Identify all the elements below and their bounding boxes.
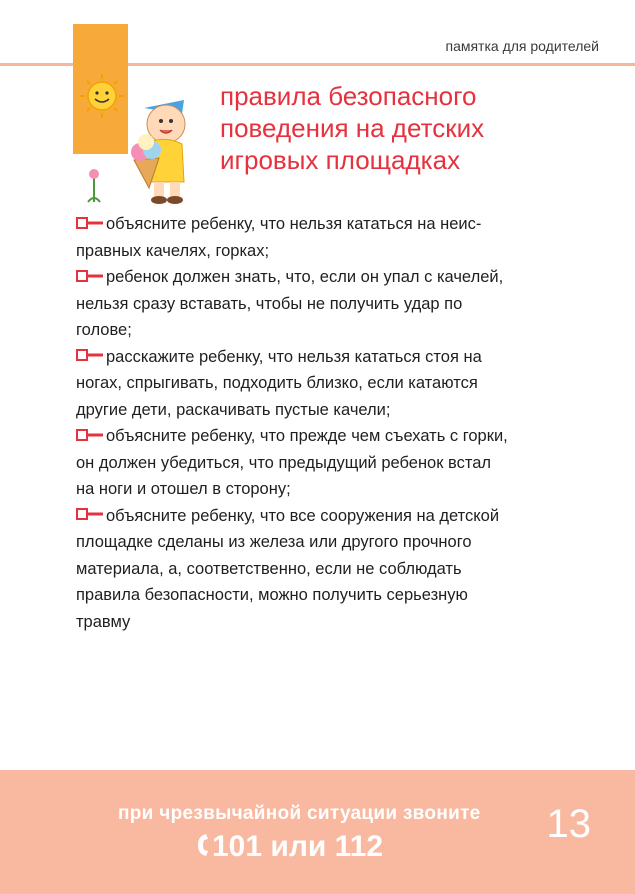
emergency-call-text: при чрезвычайной ситуации звоните [118, 803, 481, 824]
red-bullet-icon [76, 508, 104, 520]
flower-icon [89, 169, 99, 179]
rule-text-line: нельзя сразу вставать, чтобы не получить удар по [76, 294, 463, 313]
rule-text-line: площадке сделаны из железа или другого прочного [76, 533, 472, 551]
child-with-ice-cream-illustration [74, 70, 194, 210]
page-title [220, 80, 600, 176]
rule-text-line: объясните ребенку, что все сооружения на детской [106, 506, 500, 525]
rule-text-line: правила безопасности, можно получить серьезную [76, 586, 468, 604]
rule-text-line: ребенок должен знать, что, если он упал с качелей, [106, 268, 504, 286]
rule-text-line: другие дети, раскачивать пустые качели; [76, 400, 391, 419]
rule-text-line: объясните ребенку, что прежде чем съехать с горки, [106, 427, 508, 445]
rule-text-line: травму [76, 612, 131, 631]
title-line: правила безопасного [220, 81, 477, 111]
rule-item [76, 211, 576, 264]
rule-text-line: материала, а, соответственно, если не соблюдать [76, 559, 462, 578]
rule-text-line: правных качелях, горках; [76, 241, 270, 260]
emergency-numbers [196, 830, 383, 864]
rule-text-line: ногах, спрыгивать, подходить близко, если катаются [76, 374, 478, 392]
red-bullet-icon [76, 429, 104, 441]
header-label: памятка для родителей [445, 38, 599, 54]
red-bullet-icon [76, 270, 104, 282]
rule-item [76, 423, 576, 503]
safety-rules-list [76, 211, 576, 635]
title-line: поведения на детских [220, 113, 485, 143]
page-number: 13 [546, 802, 591, 846]
rule-item [76, 503, 576, 636]
rule-text-line: объясните ребенку, что нельзя кататься на неис- [106, 215, 482, 233]
phone-icon [196, 832, 210, 858]
rule-text-line: голове; [76, 321, 132, 339]
rule-text-line: он должен убедиться, что предыдущий ребенок встал [76, 453, 492, 472]
rule-text-line: на ноги и отошел в сторону; [76, 480, 291, 498]
rule-item [76, 344, 576, 424]
rule-item [76, 264, 576, 344]
title-line: игровых площадках [220, 145, 461, 175]
emergency-numbers-text: 101 или 112 [212, 830, 384, 863]
emergency-footer [0, 770, 635, 894]
red-bullet-icon [76, 349, 104, 361]
rule-text-line: расскажите ребенку, что нельзя кататься стоя на [106, 347, 482, 366]
red-bullet-icon [76, 217, 104, 229]
sun-icon [88, 82, 116, 110]
